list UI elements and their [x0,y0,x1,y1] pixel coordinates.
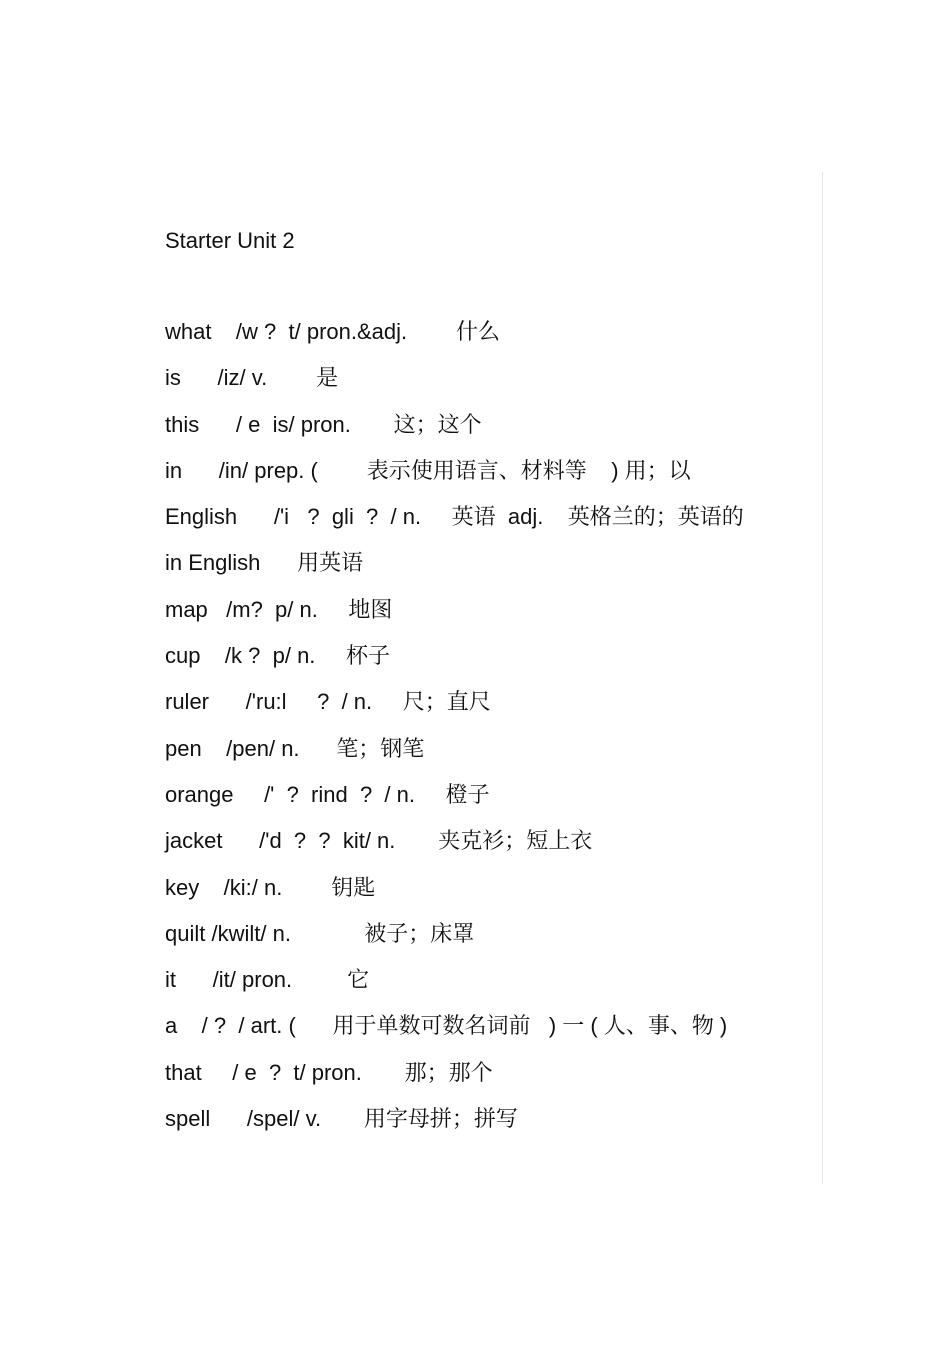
vocabulary-entry-quilt: quilt /kwilt/ n. 被子；床罩 [165,920,475,946]
vocabulary-entry-english: English /'i ? gli ? / n. 英语 adj. 英格兰的；英语的 [165,504,744,530]
vocabulary-entry-in-english: in English 用英语 [165,550,364,576]
vocabulary-list [165,318,805,1151]
vocabulary-entry-map: map /m? p/ n. 地图 [165,596,393,622]
vocabulary-entry-jacket: jacket /'d ? ? kit/ n. 夹克衫；短上衣 [165,828,593,854]
vocabulary-entry-this: this / e is/ pron. 这；这个 [165,411,482,437]
vocabulary-entry-key: key /ki:/ n. 钥匙 [165,874,376,900]
vocabulary-entry-is: is /iz/ v. 是 [165,365,339,391]
vocabulary-entry-in: in /in/ prep. ( 表示使用语言、材料等 ) 用；以 [165,457,691,483]
page-margin-line [822,172,823,1184]
vocabulary-entry-ruler: ruler /'ru:l ? / n. 尺；直尺 [165,689,491,715]
vocabulary-entry-that: that / e ? t/ pron. 那；那个 [165,1059,493,1085]
vocabulary-entry-orange: orange /' ? rind ? / n. 橙子 [165,781,490,807]
unit-title: Starter Unit 2 [165,228,295,253]
vocabulary-entry-it: it /it/ pron. 它 [165,967,370,993]
vocabulary-entry-what: what /w ? t/ pron.&adj. 什么 [165,319,501,344]
vocabulary-entry-pen: pen /pen/ n. 笔；钢笔 [165,735,425,761]
vocabulary-entry-a: a / ? / art. ( 用于单数可数名词前 ) 一 ( 人、事、物 ) [165,1013,728,1039]
vocabulary-entry-spell: spell /spel/ v. 用字母拼；拼写 [165,1106,518,1132]
vocabulary-entry-cup: cup /k ? p/ n. 杯子 [165,643,390,669]
